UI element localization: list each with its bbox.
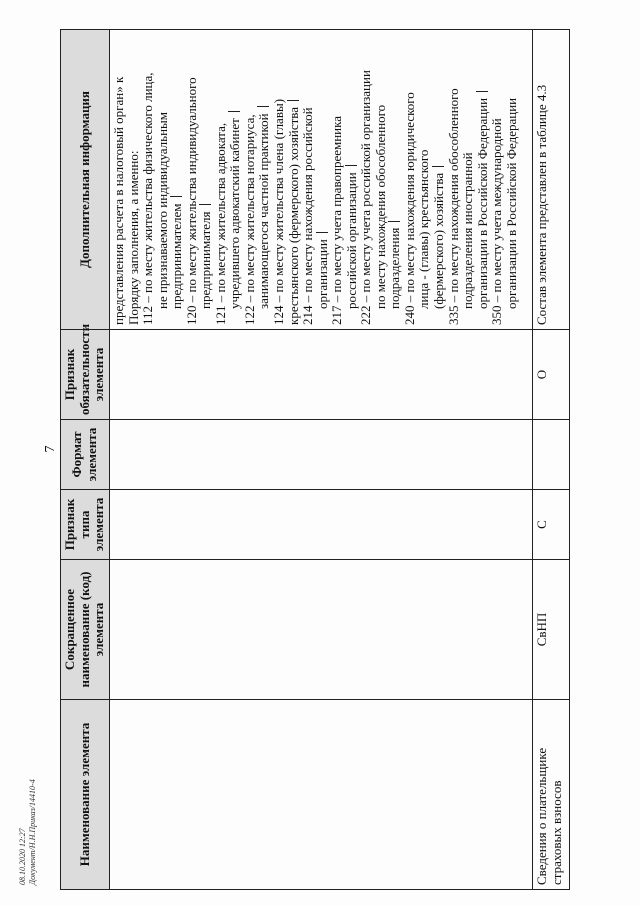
margin-mark <box>257 106 269 107</box>
info-line: организации <box>316 34 331 325</box>
info-line: организации в Российской Федерации <box>476 34 491 325</box>
cell-additional-info <box>533 30 570 330</box>
info-line: 121 – по месту жительства адвоката, <box>212 122 228 325</box>
info-line: занимающегося частной практикой <box>257 34 272 325</box>
header-additional-info: Дополнительная информация <box>61 30 110 330</box>
margin-mark <box>345 165 357 166</box>
margin-mark <box>170 196 182 197</box>
info-line: по месту нахождения обособленного <box>372 104 388 309</box>
info-line: Состав элемента представлен в таблице 4.3 <box>534 84 550 325</box>
info-line: предпринимателем <box>170 34 185 325</box>
info-line: 122 – по месту жительства нотариуса, <box>241 114 257 325</box>
table-row <box>533 30 570 890</box>
document-footer <box>18 779 38 885</box>
info-line: 112 – по месту жительства физического лица, <box>140 72 156 325</box>
table-header-row <box>61 30 110 890</box>
cell-short-name <box>110 560 533 700</box>
info-line: подразделения иностранной <box>460 152 476 309</box>
header-element-type: Признак типа элемента <box>61 490 110 560</box>
margin-mark <box>228 111 240 112</box>
header-element-format: Формат элемента <box>61 420 110 490</box>
info-line: учредившего адвокатский кабинет <box>228 34 243 325</box>
header-short-name: Сокращенное наименование (код) элемента <box>61 560 110 700</box>
element-spec-table <box>60 29 570 890</box>
cell-element-type: С <box>533 490 570 560</box>
info-line: не признаваемого индивидуальным <box>154 112 170 309</box>
margin-mark <box>388 221 400 222</box>
rotated-sheet <box>60 30 570 890</box>
table-row <box>110 30 533 890</box>
info-line: 217 – по месту учета правопреемника <box>329 115 345 325</box>
info-line: 222 – по месту учета российской организации <box>358 70 374 325</box>
cell-required-flag: О <box>533 330 570 420</box>
cell-short-name: СвНП <box>533 560 570 700</box>
info-line: 350 – по месту учета международной <box>489 118 505 325</box>
header-element-name: Наименование элемента <box>61 700 110 890</box>
cell-element-name <box>110 700 533 890</box>
margin-mark <box>199 205 211 206</box>
cell-element-format <box>110 420 533 490</box>
info-line: Порядку заполнения, а именно: <box>125 150 141 325</box>
cell-element-format <box>533 420 570 490</box>
margin-mark <box>316 232 328 233</box>
page-number: 7 <box>43 445 58 453</box>
info-line: крестьянского (фермерского) хозяйства <box>287 34 302 325</box>
cell-additional-info <box>110 30 533 330</box>
cell-element-name: Сведения о плательщике страховых взносов <box>533 700 570 890</box>
info-line: 120 – по месту жительства индивидуального <box>183 77 199 325</box>
info-line: (фермерского) хозяйства <box>432 34 447 325</box>
cell-required-flag <box>110 330 533 420</box>
footer-timestamp: 08.10.2020 12:27 <box>18 828 27 885</box>
cell-element-type <box>110 490 533 560</box>
header-required-flag: Признак обязательности элемента <box>61 330 110 420</box>
info-line: подразделения <box>388 34 403 325</box>
margin-mark <box>432 166 444 167</box>
info-line: 240 – по месту нахождения юридического <box>401 92 417 325</box>
footer-doc-ref: Документ/Н.Н.Приказ/14410-4 <box>28 779 37 885</box>
info-line: 214 – по месту нахождения российской <box>300 107 316 325</box>
info-line: 335 – по месту нахождения обособленного <box>445 88 461 325</box>
info-line: предпринимателя <box>199 34 214 325</box>
info-line: представления расчета в налоговый орган» к <box>111 76 126 325</box>
info-line: организации в Российской Федерации <box>503 97 519 309</box>
info-line: лица - (главы) крестьянского <box>416 149 432 309</box>
margin-mark <box>476 91 488 92</box>
info-line: российской организации <box>345 34 360 325</box>
info-line: 124 – по месту жительства члена (главы) <box>271 98 287 325</box>
margin-mark <box>287 100 299 101</box>
